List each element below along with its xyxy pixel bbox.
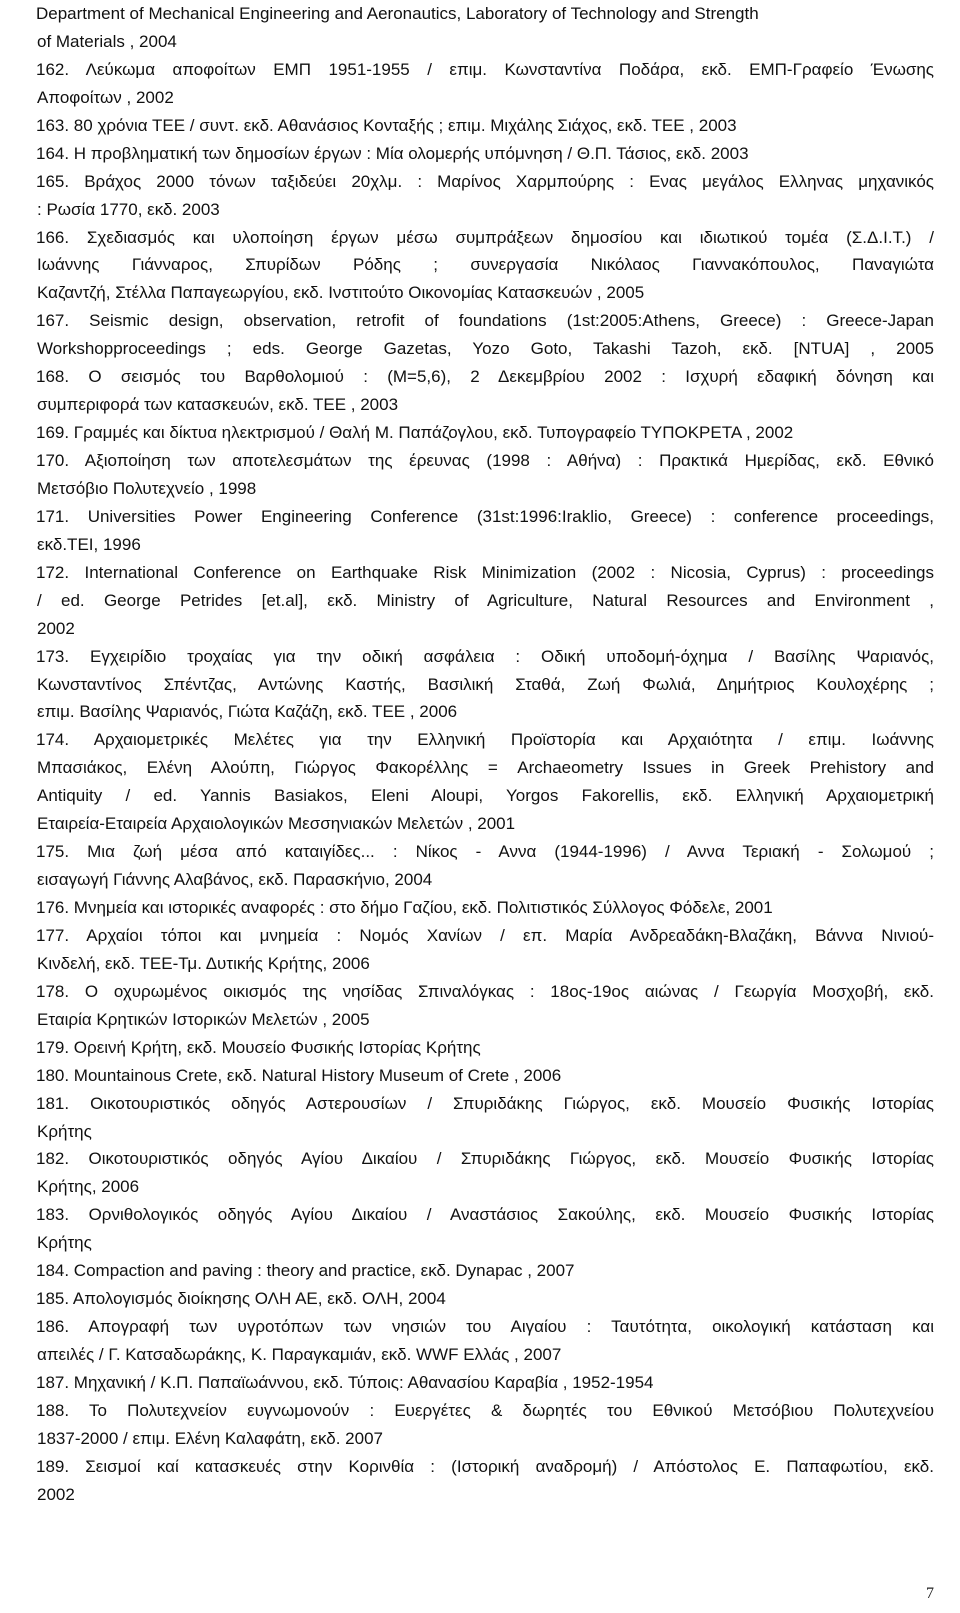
text-line: 185. Απολογισμός διοίκησης ΟΛΗ ΑΕ, εκδ. ΟΛΗ, 2004 bbox=[36, 1289, 446, 1309]
page-number: 7 bbox=[926, 1585, 934, 1602]
text-line: 166. Σχεδιασμός και υλοποίηση έργων μέσω συμπράξεων δημοσίου και ιδιωτικού τομέα (Σ.Δ.Ι.Τ.) / bbox=[36, 227, 934, 247]
text-line: 186. Απογραφή των υγροτόπων των νησιών του Αιγαίου : Ταυτότητα, οικολογική κατάσταση και bbox=[36, 1317, 934, 1337]
text-line: 174. Αρχαιομετρικές Μελέτες για την Ελληνική Προϊστορία και Αρχαιότητα / επιμ. Ιωάννης bbox=[36, 730, 934, 750]
text-line: / ed. George Petrides [et.al], εκδ. Ministry of Agriculture, Natural Resources and Environment , bbox=[37, 590, 934, 610]
text-line: Workshopproceedings ; eds. George Gazetas, Yozo Goto, Takashi Tazoh, εκδ. [NTUA] , 2005 bbox=[37, 339, 934, 359]
text-line: 168. Ο σεισμός του Βαρθολομιού : (Μ=5,6), 2 Δεκεμβρίου 2002 : Ισχυρή εδαφική δόνηση και bbox=[36, 367, 934, 387]
text-line: 2002 bbox=[37, 618, 75, 638]
text-line: Κινδελή, εκδ. ΤΕΕ-Τμ. Δυτικής Κρήτης, 2006 bbox=[37, 953, 370, 973]
text-line: 162. Λεύκωμα αποφοίτων ΕΜΠ 1951-1955 / επιμ. Κωνσταντίνα Ποδάρα, εκδ. ΕΜΠ-Γραφείο Ένωσης bbox=[36, 59, 934, 79]
text-line: Εταιρεία-Εταιρεία Αρχαιολογικών Μεσσηνιακών Μελετών , 2001 bbox=[37, 814, 516, 834]
text-line: 165. Βράχος 2000 τόνων ταξιδεύει 20χλμ. : Μαρίνος Χαρμπούρης : Ενας μεγάλος Ελληνας μηχανικός bbox=[36, 171, 934, 191]
text-line: 163. 80 χρόνια ΤΕΕ / συντ. εκδ. Αθανάσιος Κονταξής ; επιμ. Μιχάλης Σιάχος, εκδ. ΤΕΕ , 2003 bbox=[36, 115, 737, 135]
text-line: Αποφοίτων , 2002 bbox=[37, 87, 174, 107]
text-line: 176. Μνημεία και ιστορικές αναφορές : στο δήμο Γαζίου, εκδ. Πολιτιστικός Σύλλογος Φόδελε, 2001 bbox=[36, 898, 773, 917]
text-line: Εταιρία Κρητικών Ιστορικών Μελετών , 2005 bbox=[37, 1009, 370, 1029]
document-page bbox=[36, 0, 934, 1509]
text-line: 173. Εγχειρίδιο τροχαίας για την οδική ασφάλεια : Οδική υποδομή-όχημα / Βασίλης Ψαριανός, bbox=[36, 646, 934, 666]
text-line: συμπεριφορά των κατασκευών, εκδ. ΤΕΕ , 2003 bbox=[37, 395, 399, 415]
text-line: 171. Universities Power Engineering Conference (31st:1996:Iraklio, Greece) : conference proceedings, bbox=[36, 506, 934, 526]
text-line: Department of Mechanical Engineering and Aeronautics, Laboratory of Technology and Strength bbox=[36, 4, 759, 23]
text-line: 182. Οικοτουριστικός οδηγός Αγίου Δικαίου / Σπυριδάκης Γιώργος, εκδ. Μουσείο Φυσικής Ιστορίας bbox=[36, 1149, 934, 1169]
text-line: 179. Ορεινή Κρήτη, εκδ. Μουσείο Φυσικής Ιστορίας Κρήτης bbox=[36, 1037, 481, 1057]
text-line: 178. Ο οχυρωμένος οικισμός της νησίδας Σπιναλόγκας : 18ος-19ος αιώνας / Γεωργία Μοσχοβή, εκδ. bbox=[36, 981, 934, 1001]
text-line: 175. Μια ζωή μέσα από καταιγίδες... : Νίκος - Αννα (1944-1996) / Αννα Τεριακή - Σολωμού ; bbox=[36, 842, 934, 862]
text-line: 187. Μηχανική / Κ.Π. Παπαϊωάννου, εκδ. Τύποις: Αθανασίου Καραβία , 1952-1954 bbox=[36, 1372, 654, 1392]
text-line: Μετσόβιο Πολυτεχνείο , 1998 bbox=[37, 478, 257, 498]
text-line: 169. Γραμμές και δίκτυα ηλεκτρισμού / Θαλή Μ. Παπάζογλου, εκδ. Τυπογραφείο ΤΥΠΟΚΡΕΤΑ , 2002 bbox=[36, 423, 794, 443]
text-line: of Materials , 2004 bbox=[37, 31, 177, 51]
text-line: 170. Αξιοποίηση των αποτελεσμάτων της έρευνας (1998 : Αθήνα) : Πρακτικά Ημερίδας, εκδ. Εθνικό bbox=[36, 451, 934, 470]
text-line: 180. Mountainous Crete, εκδ. Natural History Museum of Crete , 2006 bbox=[36, 1065, 562, 1085]
text-line: 2002 bbox=[37, 1484, 75, 1504]
text-line: 188. Το Πολυτεχνείον ευγνωμονούν : Ευεργέτες & δωρητές του Εθνικού Μετσόβιου Πολυτεχνείου bbox=[36, 1400, 934, 1420]
text-line: 1837-2000 / επιμ. Ελένη Καλαφάτη, εκδ. 2007 bbox=[37, 1428, 383, 1448]
text-line: 183. Ορνιθολογικός οδηγός Αγίου Δικαίου / Αναστάσιος Σακούλης, εκδ. Μουσείο Φυσικής Ιστορίας bbox=[36, 1205, 934, 1225]
text-line: 167. Seismic design, observation, retrofit of foundations (1st:2005:Athens, Greece) : Greece-Japan bbox=[36, 311, 934, 331]
text-line: 189. Σεισμοί καί κατασκευές στην Κορινθία : (Ιστορική αναδρομή) / Απόστολος Ε. Παπαφωτίου, εκδ. bbox=[36, 1456, 934, 1476]
text-line: 184. Compaction and paving : theory and practice, εκδ. Dynapac , 2007 bbox=[36, 1261, 575, 1281]
text-line: 181. Οικοτουριστικός οδηγός Αστερουσίων / Σπυριδάκης Γιώργος, εκδ. Μουσείο Φυσικής Ιστορίας bbox=[36, 1093, 934, 1113]
text-line: Μπασιάκος, Ελένη Αλούπη, Γιώργος Φακορέλλης = Archaeometry Issues in Greek Prehistory and bbox=[37, 758, 934, 778]
text-line: 172. International Conference on Earthquake Risk Minimization (2002 : Nicosia, Cyprus) : proceedings bbox=[36, 562, 934, 582]
text-line: Κρήτης bbox=[37, 1233, 92, 1253]
text-line: 177. Αρχαίοι τόποι και μνημεία : Νομός Χανίων / επ. Μαρία Ανδρεαδάκη-Βλαζάκη, Βάννα Νινιού- bbox=[36, 925, 934, 945]
text-line: Κρήτης bbox=[37, 1121, 92, 1141]
text-line: Antiquity / ed. Yannis Basiakos, Eleni Aloupi, Yorgos Fakorellis, εκδ. Ελληνική Αρχαιομετρική bbox=[37, 786, 934, 806]
text-line: Κρήτης, 2006 bbox=[37, 1177, 140, 1197]
text-line: 164. Η προβληματική των δημοσίων έργων : Μία ολομερής υπόμνηση / Θ.Π. Τάσιος, εκδ. 2003 bbox=[36, 143, 749, 163]
text-line: Κωνσταντίνος Σπέντζας, Αντώνης Καστής, Βασιλική Σταθά, Ζωή Φωλιά, Δημήτριος Κουλοχέρης ; bbox=[37, 674, 934, 694]
text-line: : Ρωσία 1770, εκδ. 2003 bbox=[37, 199, 220, 219]
text-line: εισαγωγή Γιάννης Αλαβάνος, εκδ. Παρασκήνιο, 2004 bbox=[37, 870, 433, 890]
text-line: εκδ.ΤΕΙ, 1996 bbox=[37, 534, 141, 554]
text-line: απειλές / Γ. Κατσαδωράκης, Κ. Παραγκαμιάν, εκδ. WWF Ελλάς , 2007 bbox=[37, 1345, 562, 1364]
text-line: Ιωάννης Γιάνναρος, Σπυρίδων Ρόδης ; συνεργασία Νικόλαος Γιαννακόπουλος, Παναγιώτα bbox=[37, 255, 934, 275]
text-line: Καζαντζή, Στέλλα Παπαγεωργίου, εκδ. Ινστιτούτο Οικονομίας Κατασκευών , 2005 bbox=[37, 283, 645, 303]
text-line: επιμ. Βασίλης Ψαριανός, Γιώτα Καζάζη, εκδ. ΤΕΕ , 2006 bbox=[37, 702, 458, 722]
